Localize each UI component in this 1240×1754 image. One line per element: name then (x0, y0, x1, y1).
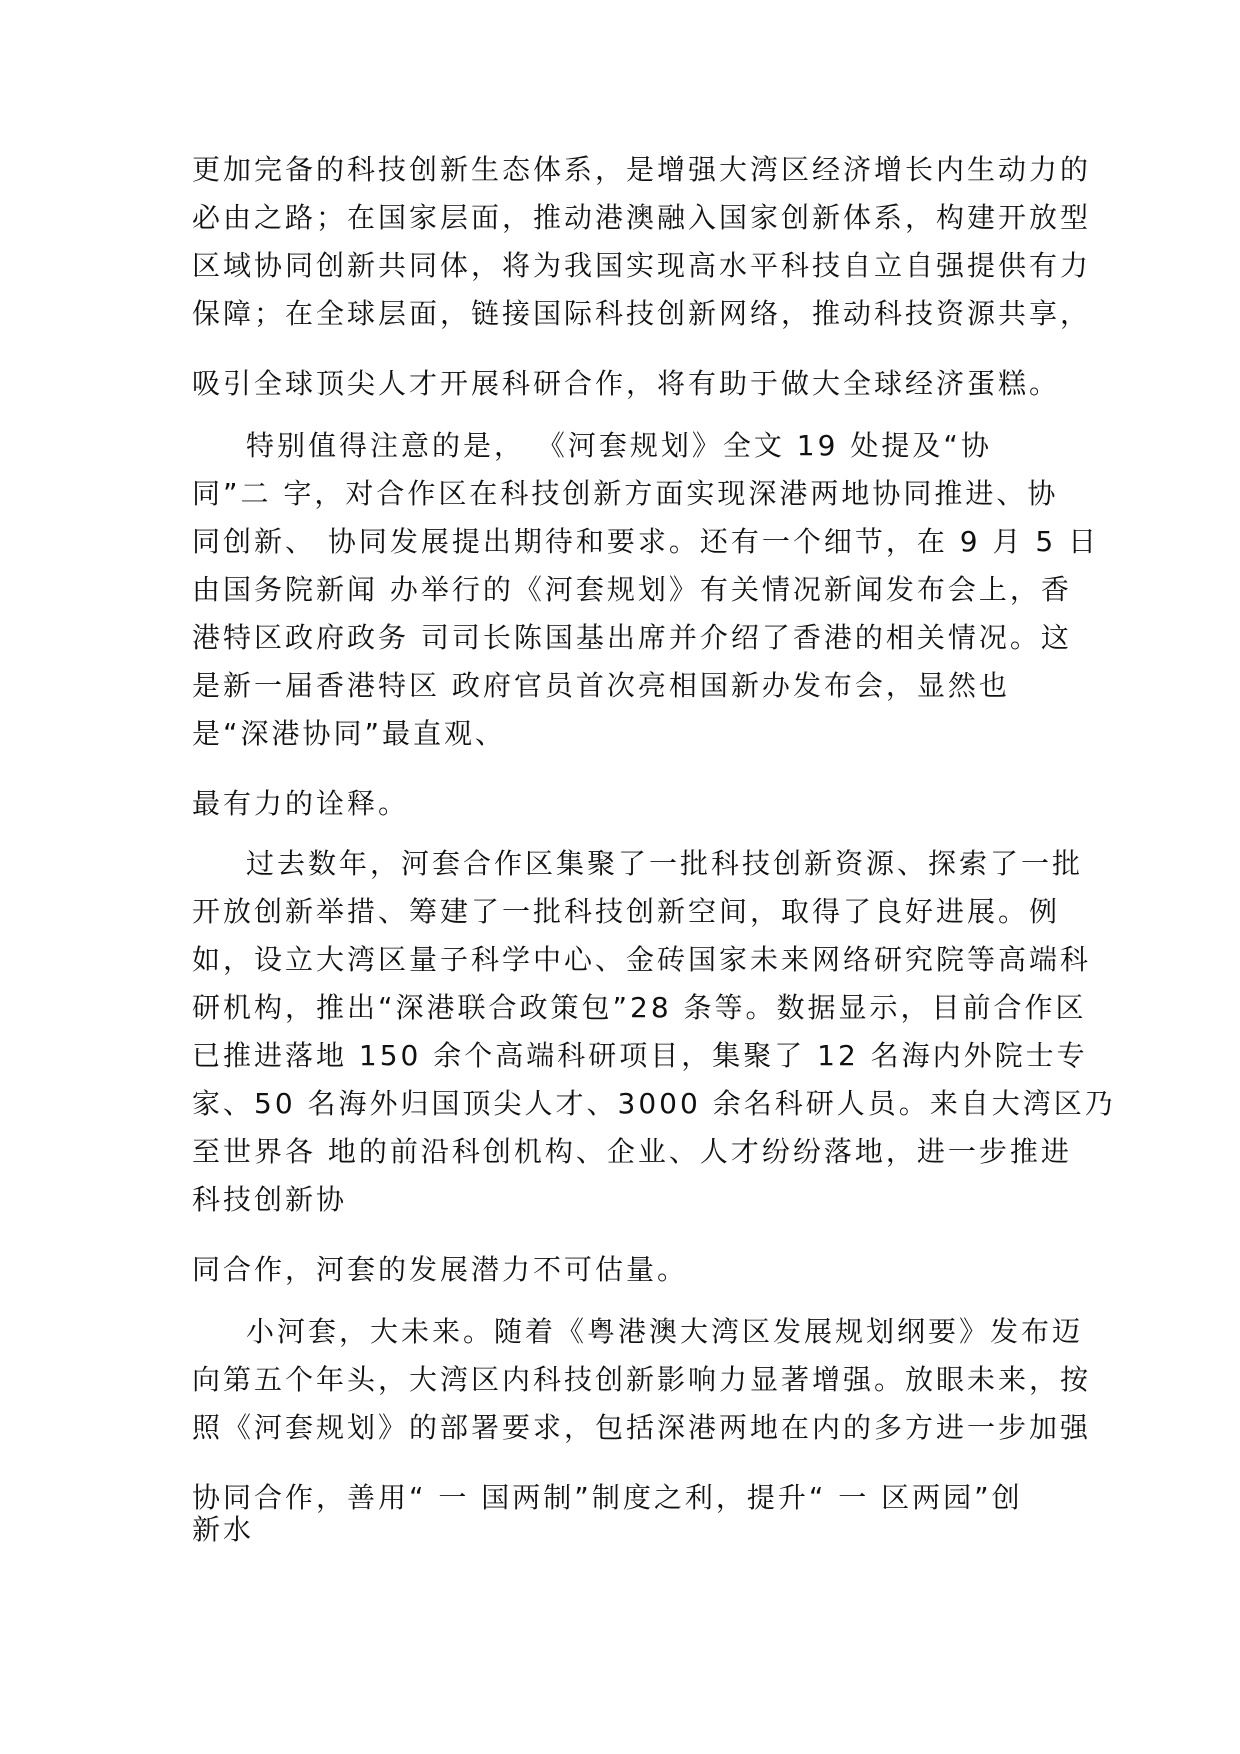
text-line: 是新一届香港特区 政府官员首次亮相国新办发布会，显然也 (192, 669, 1010, 702)
text-line: 至世界各 地的前沿科创机构、企业、人才纷纷落地，进一步推进 (192, 1135, 1072, 1168)
text-line: 吸引全球顶尖人才开展科研合作，将有助于做大全球经济蛋糕。 (192, 367, 1061, 400)
text-line: 是“深港协同”最直观、 (192, 717, 507, 750)
text-line: 同创新、 协同发展提出期待和要求。还有一个细节，在 9 月 5 日 (192, 525, 1100, 558)
text-line: 必由之路；在国家层面，推动港澳融入国家创新体系，构建开放型 (192, 201, 1092, 234)
text-line: 特别值得注意的是， 《河套规划》全文 19 处提及“协 (246, 429, 992, 462)
text-line: 科技创新协 (192, 1183, 348, 1216)
text-line: 最有力的诠释。 (192, 787, 410, 820)
text-line: 更加完备的科技创新生态体系，是增强大湾区经济增长内生动力的 (192, 153, 1092, 186)
text-line: 已推进落地 150 余个高端科研项目，集聚了 12 名海内外院士专 (192, 1039, 1088, 1072)
text-line: 新水 (192, 1513, 255, 1546)
text-line: 过去数年，河套合作区集聚了一批科技创新资源、探索了一批 (246, 847, 1084, 880)
text-line: 同”二 字，对合作区在科技创新方面实现深港两地协同推进、协 (192, 477, 1059, 510)
text-line: 研机构，推出“深港联合政策包”28 条等。数据显示，目前合作区 (192, 991, 1087, 1024)
text-line: 同合作，河套的发展潜力不可估量。 (192, 1253, 689, 1286)
text-line: 协同合作，善用“ 一 国两制”制度之利，提升“ 一 区两园”创 (192, 1481, 1023, 1514)
text-line: 家、50 名海外归国顶尖人才、3000 余名科研人员。来自大湾区乃 (192, 1087, 1116, 1120)
text-line: 区域协同创新共同体，将为我国实现高水平科技自立自强提供有力 (192, 249, 1092, 282)
text-line: 由国务院新闻 办举行的《河套规划》有关情况新闻发布会上，香 (192, 573, 1072, 606)
text-line: 开放创新举措、筹建了一批科技创新空间，取得了良好进展。例 (192, 895, 1061, 928)
text-line: 港特区政府政务 司司长陈国基出席并介绍了香港的相关情况。这 (192, 621, 1072, 654)
text-line: 小河套，大未来。随着《粤港澳大湾区发展规划纲要》发布迈 (246, 1315, 1084, 1348)
text-line: 保障；在全球层面，链接国际科技创新网络，推动科技资源共享， (192, 297, 1092, 330)
text-line: 向第五个年头，大湾区内科技创新影响力显著增强。放眼未来，按 (192, 1363, 1092, 1396)
text-line: 照《河套规划》的部署要求，包括深港两地在内的多方进一步加强 (192, 1411, 1092, 1444)
text-line: 如，设立大湾区量子科学中心、金砖国家未来网络研究院等高端科 (192, 943, 1092, 976)
